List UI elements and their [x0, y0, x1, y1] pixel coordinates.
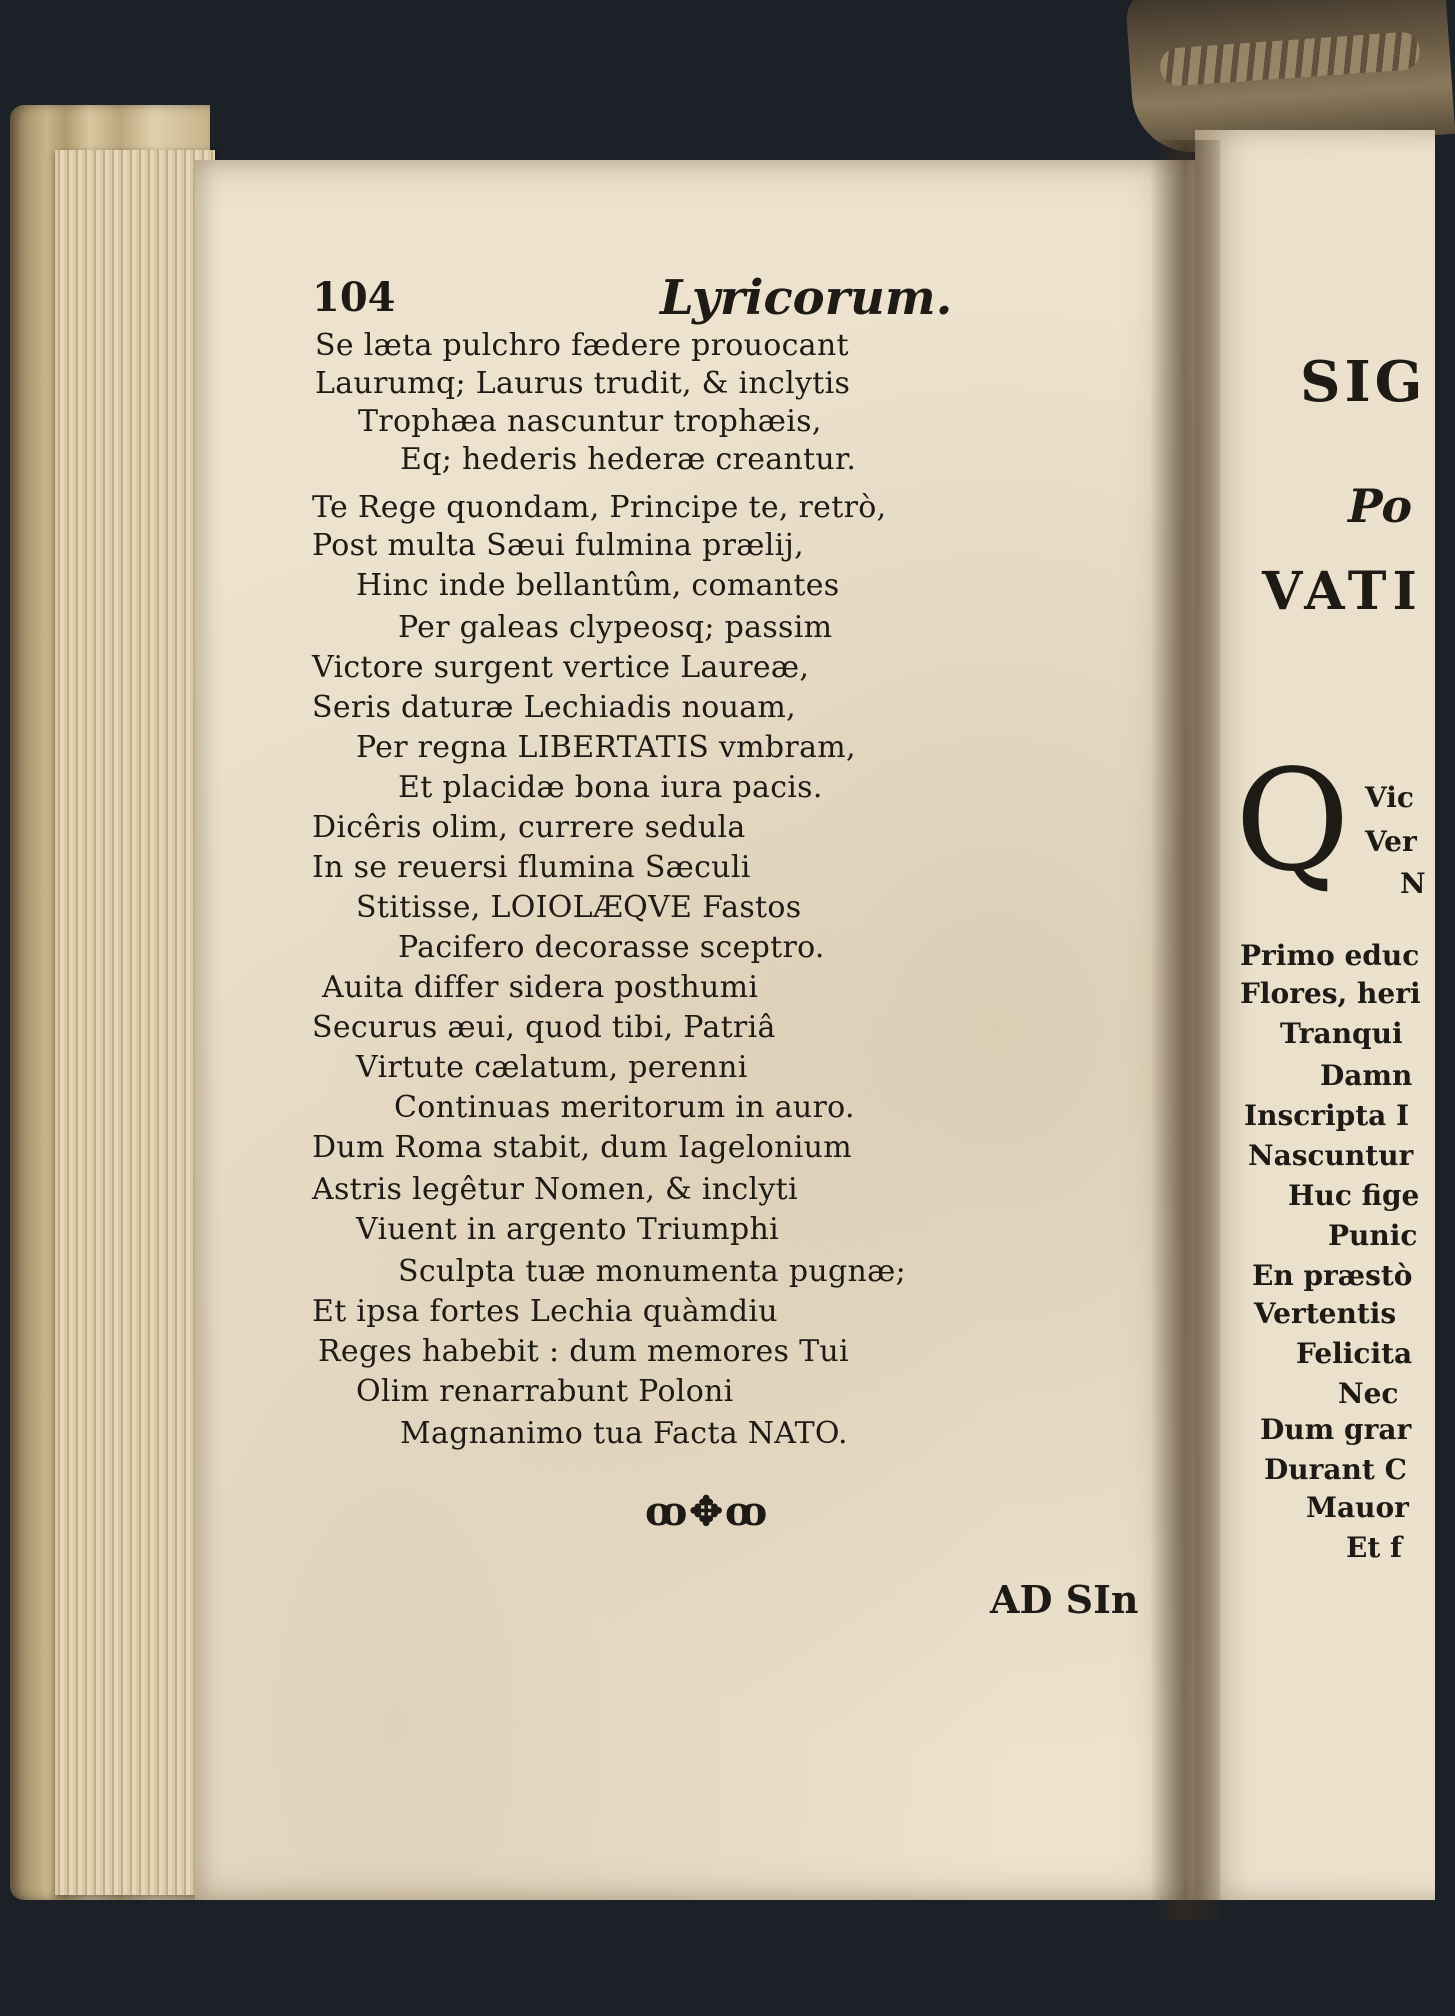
right-poem-line: Ver — [1365, 825, 1417, 858]
poem-line: Dum Roma stabit, dum Iagelonium — [312, 1130, 852, 1165]
poem-line: Trophæa nascuntur trophæis, — [358, 404, 822, 439]
poem-line: Magnanimo tua Facta NATO. — [400, 1416, 848, 1451]
poem-line: Olim renarrabunt Poloni — [356, 1374, 734, 1409]
poem-line: Viuent in argento Triumphi — [356, 1212, 779, 1247]
poem-line: Auita differ sidera posthumi — [322, 970, 759, 1005]
poem-line: Securus æui, quod tibi, Patriâ — [312, 1010, 776, 1045]
right-poem-line: Vic — [1365, 781, 1414, 814]
page-stack — [55, 150, 215, 1895]
right-poem-line: Nec — [1338, 1377, 1399, 1410]
poem-line: Et placidæ bona iura pacis. — [398, 770, 823, 805]
right-poem-line: Punic — [1328, 1219, 1418, 1252]
right-poem-line: Inscripta I — [1244, 1099, 1410, 1132]
poem-line: Virtute cælatum, perenni — [356, 1050, 748, 1085]
poem-line: Reges habebit : dum memores Tui — [318, 1334, 849, 1369]
right-poem-line: Flores, heri — [1240, 977, 1421, 1010]
right-poem-line: Durant C — [1264, 1453, 1407, 1486]
poem-line: Astris legêtur Nomen, & inclyti — [312, 1172, 798, 1207]
page-gutter — [1150, 140, 1220, 1920]
right-poem-line: Mauor — [1306, 1491, 1409, 1524]
right-poem-line: Huc fige — [1288, 1179, 1420, 1212]
running-title: Lyricorum. — [660, 270, 953, 326]
right-poem-line: Et f — [1346, 1531, 1403, 1564]
printer-ornament: ꝏ✥ꝏ — [645, 1488, 770, 1535]
page-number: 104 — [312, 274, 396, 321]
poem-line: Stitisse, LOIOLÆQVE Fastos — [356, 890, 802, 925]
poem-line: Eq; hederis hederæ creantur. — [400, 442, 857, 477]
poem-line: Continuas meritorum in auro. — [394, 1090, 855, 1125]
catchword: AD SIn — [990, 1577, 1139, 1622]
poem-line: In se reuersi flumina Sæculi — [312, 850, 751, 885]
right-poem-line: Felicita — [1296, 1337, 1413, 1370]
poem-line: Seris daturæ Lechiadis nouam, — [312, 690, 796, 725]
drop-capital: Q — [1235, 740, 1350, 903]
right-poem-line: Nascuntur — [1248, 1139, 1414, 1172]
right-title-line: SIG — [1300, 349, 1427, 415]
right-title-line: Po — [1348, 479, 1413, 533]
poem-line: Sculpta tuæ monumenta pugnæ; — [398, 1254, 906, 1289]
poem-line: Se læta pulchro fædere prouocant — [315, 328, 849, 363]
right-poem-line: En præstò — [1252, 1259, 1413, 1292]
poem-line: Post multa Sæui fulmina prælij, — [312, 528, 804, 563]
poem-line: Laurumq; Laurus trudit, & inclytis — [315, 366, 851, 401]
poem-line: Per galeas clypeosq; passim — [398, 610, 833, 645]
right-poem-line: Dum grar — [1260, 1413, 1412, 1446]
right-poem-line: Damn — [1320, 1059, 1413, 1092]
poem-line: Victore surgent vertice Laureæ, — [312, 650, 810, 685]
poem-line: Pacifero decorasse sceptro. — [398, 930, 825, 965]
poem-line: Per regna LIBERTATIS vmbram, — [356, 730, 856, 765]
right-title-line: VATI — [1262, 561, 1423, 622]
right-poem-line: N — [1400, 867, 1426, 900]
poem-line: Dicêris olim, currere sedula — [312, 810, 746, 845]
poem-line: Hinc inde bellantûm, comantes — [356, 568, 840, 603]
poem-line: Et ipsa fortes Lechia quàmdiu — [312, 1294, 778, 1329]
right-poem-line: Vertentis — [1254, 1297, 1397, 1330]
right-poem-line: Primo educ — [1240, 939, 1420, 972]
right-poem-line: Tranqui — [1280, 1017, 1403, 1050]
poem-line: Te Rege quondam, Principe te, retrò, — [312, 490, 887, 525]
